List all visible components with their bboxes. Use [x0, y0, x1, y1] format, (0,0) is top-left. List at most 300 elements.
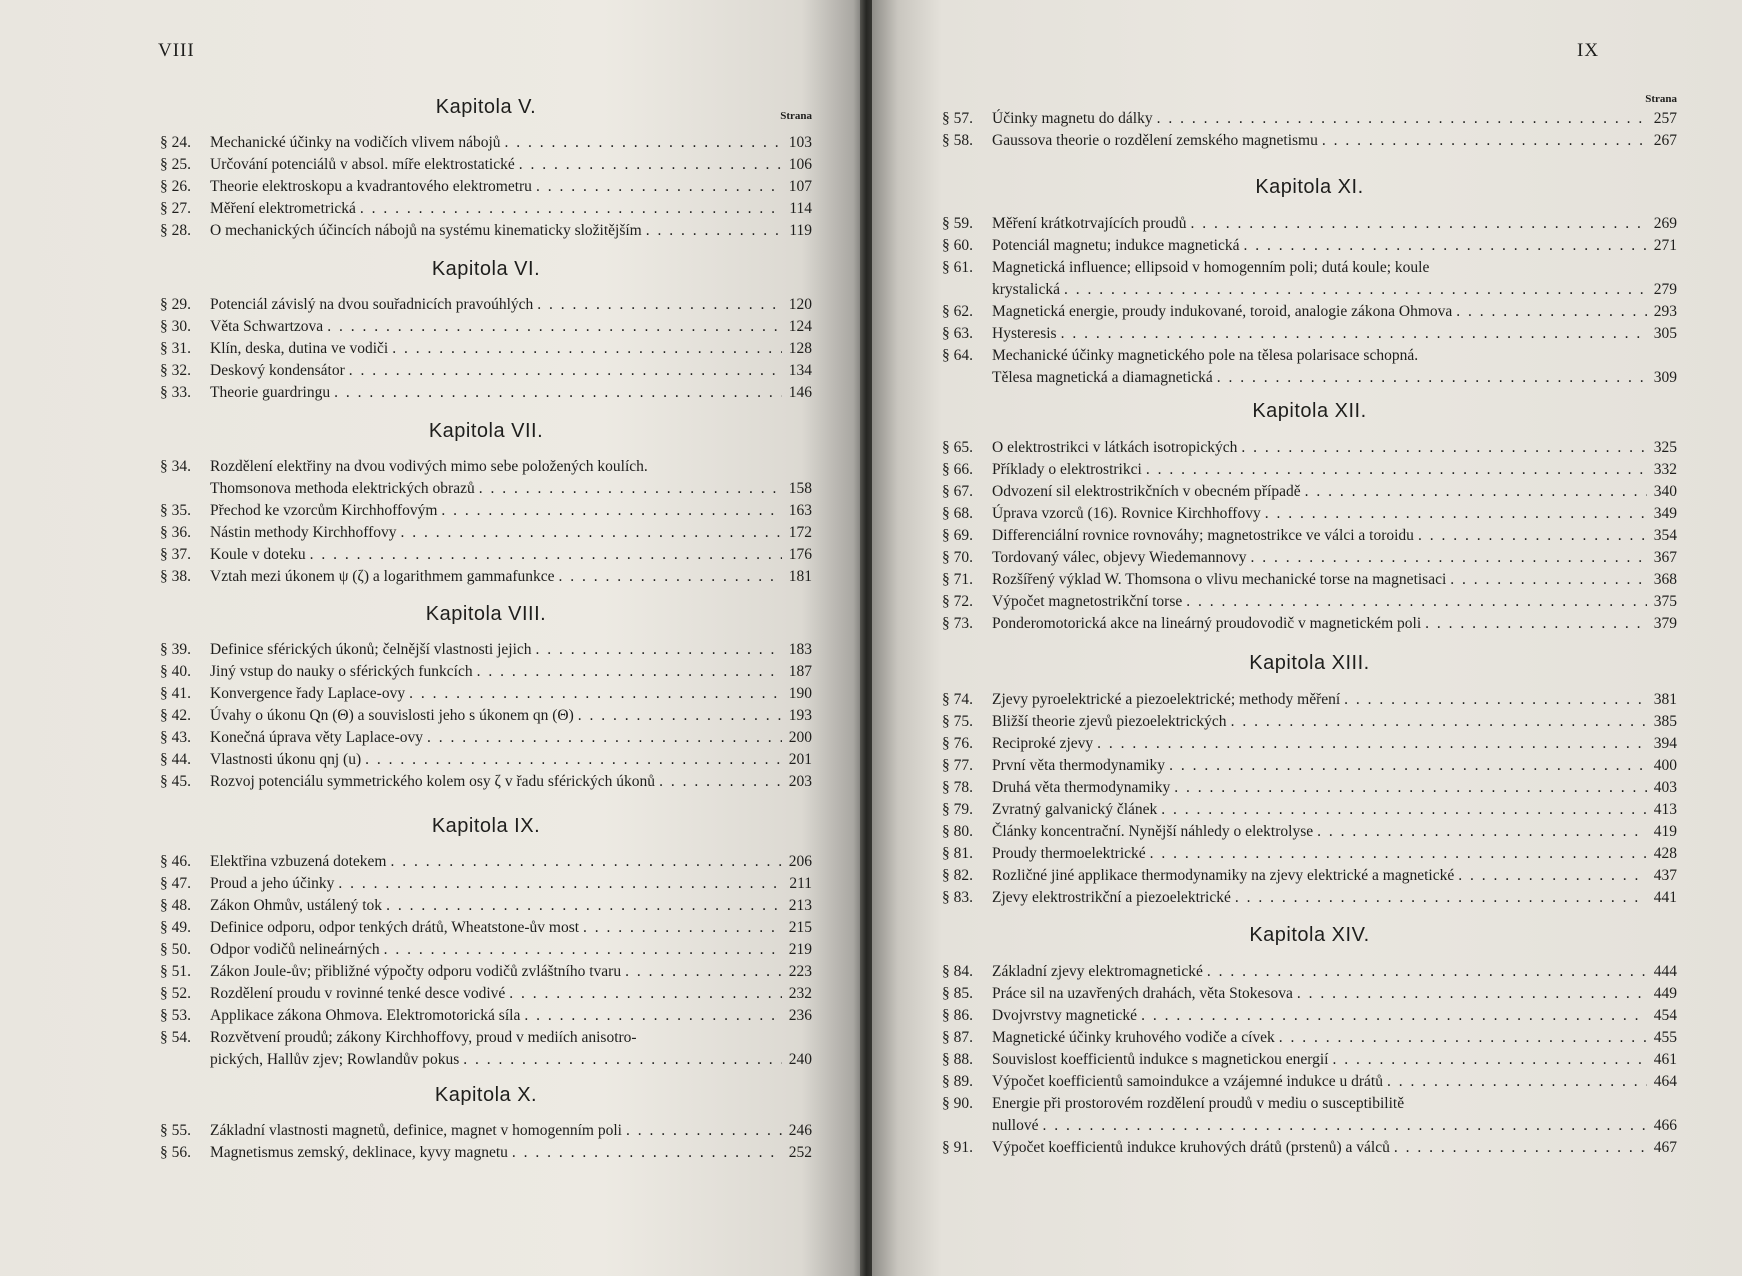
section-title: Určování potenciálů v absol. míře elektrostatické — [210, 156, 515, 173]
page-reference: 215 — [788, 919, 812, 936]
toc-entry — [160, 1142, 812, 1164]
dot-leader — [501, 132, 782, 154]
section-number: § 55. — [160, 1122, 191, 1139]
section-title: Potenciál magnetu; indukce magnetická — [992, 237, 1240, 254]
dot-leader — [386, 851, 782, 873]
chapter-heading: Kapitola VIII. — [425, 603, 547, 625]
toc-entry — [160, 917, 812, 939]
toc-entry — [942, 235, 1677, 257]
page-reference: 146 — [788, 384, 812, 401]
section-title: Differenciální rovnice rovnováhy; magnetostrikce ve válci a toroidu — [992, 527, 1414, 544]
section-number: § 45. — [160, 773, 191, 790]
page-reference: 211 — [789, 875, 812, 892]
dot-leader — [1165, 755, 1647, 777]
toc-entry — [942, 799, 1677, 821]
section-title: Thomsonova methoda elektrických obrazů — [210, 480, 475, 497]
page-reference: 203 — [788, 773, 812, 790]
section-number: § 64. — [942, 347, 973, 364]
section-number: § 42. — [160, 707, 191, 724]
section-number: § 60. — [942, 237, 973, 254]
page-reference: 252 — [788, 1144, 812, 1161]
page-reference: 103 — [788, 134, 812, 151]
section-title: Věta Schwartzova — [210, 318, 324, 335]
section-title: Dvojvrstvy magnetické — [992, 1007, 1138, 1024]
section-number: § 47. — [160, 875, 191, 892]
toc-entry — [942, 1093, 1677, 1137]
dot-leader — [330, 382, 782, 404]
page-reference: 293 — [1653, 303, 1677, 320]
page-reference: 354 — [1653, 527, 1677, 544]
toc-entry — [160, 220, 812, 242]
dot-leader — [459, 1049, 782, 1071]
toc-entry — [942, 689, 1677, 711]
toc-entry — [160, 1120, 812, 1142]
dot-leader — [642, 220, 782, 242]
page-reference: 403 — [1653, 779, 1677, 796]
dot-leader — [388, 338, 782, 360]
section-title: Úvahy o úkonu Qn (Θ) a souvislosti jeho s úkonem qn (Θ) — [210, 707, 574, 724]
section-title: Zvratný galvanický článek — [992, 801, 1158, 818]
chapter-heading: Kapitola XI. — [1255, 176, 1364, 198]
section-title: Deskový kondensátor — [210, 362, 345, 379]
section-number: § 48. — [160, 897, 191, 914]
page-reference: 183 — [788, 641, 812, 658]
page-reference: 464 — [1653, 1073, 1677, 1090]
toc-entry — [942, 843, 1677, 865]
section-number: § 70. — [942, 549, 973, 566]
dot-leader — [1275, 1027, 1647, 1049]
dot-leader — [1247, 547, 1647, 569]
toc-entry — [942, 481, 1677, 503]
section-number: § 41. — [160, 685, 191, 702]
section-title: Rozšířený výklad W. Thomsona o vlivu mechanické torse na magnetisaci — [992, 571, 1447, 588]
page-reference: 172 — [788, 524, 812, 541]
section-number: § 31. — [160, 340, 191, 357]
chapter-heading: Kapitola VI. — [431, 258, 541, 280]
page-reference: 219 — [788, 941, 812, 958]
toc-entry — [160, 198, 812, 220]
strana-label: Strana — [1645, 93, 1677, 105]
toc-entry — [160, 132, 812, 154]
page-reference: 181 — [788, 568, 812, 585]
page-reference: 455 — [1653, 1029, 1677, 1046]
toc-entry — [160, 961, 812, 983]
section-title: Konečná úprava věty Laplace-ovy — [210, 729, 424, 746]
dot-leader — [574, 705, 782, 727]
section-number: § 37. — [160, 546, 191, 563]
dot-leader — [1240, 235, 1648, 257]
section-title: Základní vlastnosti magnetů, definice, magnet v homogenním poli — [210, 1122, 622, 1139]
page-reference: 158 — [788, 480, 812, 497]
dot-leader — [382, 895, 782, 917]
dot-leader — [508, 1142, 782, 1164]
section-title: Výpočet magnetostrikční torse — [992, 593, 1183, 610]
dot-leader — [473, 661, 782, 683]
section-number: § 57. — [942, 110, 973, 127]
toc-entry — [942, 257, 1677, 301]
section-title: Theorie guardringu — [210, 384, 331, 401]
section-title: Mechanické účinky magnetického pole na tělesa polarisace schopná. — [992, 347, 1419, 364]
section-title: Rozdělení elektřiny na dvou vodivých mimo sebe položených koulích. — [210, 458, 648, 475]
dot-leader — [622, 1120, 782, 1142]
toc-entry — [942, 1027, 1677, 1049]
toc-entry — [160, 338, 812, 360]
toc-entry — [160, 522, 812, 544]
toc-entry — [942, 213, 1677, 235]
dot-leader — [1187, 213, 1647, 235]
section-title: Elektřina vzbuzená dotekem — [210, 853, 387, 870]
toc-entry — [942, 323, 1677, 345]
section-title: Rozličné jiné applikace thermodynamiky na zjevy elektrické a magnetické — [992, 867, 1455, 884]
page-reference: 119 — [789, 222, 812, 239]
dot-leader — [1093, 733, 1647, 755]
toc-entry — [942, 755, 1677, 777]
strana-label: Strana — [780, 110, 812, 122]
section-title: Bližší theorie zjevů piezoelektrických — [992, 713, 1227, 730]
page-reference: 201 — [788, 751, 812, 768]
section-title: Ponderomotorická akce na lineárný proudovodič v magnetickém poli — [992, 615, 1422, 632]
page-reference: 176 — [788, 546, 812, 563]
section-number: § 80. — [942, 823, 973, 840]
toc-entry — [160, 294, 812, 316]
page-reference: 267 — [1653, 132, 1677, 149]
toc-entry — [942, 777, 1677, 799]
toc-entry — [942, 1005, 1677, 1027]
dot-leader — [1318, 130, 1647, 152]
section-title: Souvislost koefficientů indukce s magnetickou energií — [992, 1051, 1329, 1068]
section-title: Applikace zákona Ohmova. Elektromotorická síla — [210, 1007, 521, 1024]
page-reference: 246 — [788, 1122, 812, 1139]
section-title: Energie při prostorovém rozdělení proudů v mediu o susceptibilitě — [992, 1095, 1405, 1112]
section-title: Koule v doteku — [210, 546, 306, 563]
toc-entry — [160, 360, 812, 382]
dot-leader — [1153, 108, 1647, 130]
section-number: § 84. — [942, 963, 973, 980]
dot-leader — [1421, 613, 1647, 635]
dot-leader — [356, 198, 782, 220]
section-title: Nástin methody Kirchhoffovy — [210, 524, 397, 541]
section-title: Rozvoj potenciálu symmetrického kolem osy ζ v řadu sférických úkonů — [210, 773, 656, 790]
section-title: Tělesa magnetická a diamagnetická — [992, 369, 1213, 386]
page-reference: 466 — [1653, 1117, 1677, 1134]
dot-leader — [380, 939, 782, 961]
section-number: § 56. — [160, 1144, 191, 1161]
dot-leader — [1452, 301, 1647, 323]
toc-entry — [942, 345, 1677, 389]
page-reference: 400 — [1653, 757, 1677, 774]
toc-entry — [942, 887, 1677, 909]
section-title: nullové — [992, 1117, 1039, 1134]
toc-entry — [160, 316, 812, 338]
toc-entry — [160, 544, 812, 566]
page-reference: 279 — [1653, 281, 1677, 298]
toc-entry — [942, 733, 1677, 755]
section-title: Vlastnosti úkonu qnj (u) — [210, 751, 362, 768]
toc-entry — [942, 1049, 1677, 1071]
toc-entry — [942, 130, 1677, 152]
section-number: § 46. — [160, 853, 191, 870]
section-title: Magnetická influence; ellipsoid v homogenním poli; dutá koule; koule — [992, 259, 1430, 276]
section-number: § 59. — [942, 215, 973, 232]
section-title: Definice sférických úkonů; čelnější vlastnosti jejich — [210, 641, 532, 658]
toc-entry — [160, 639, 812, 661]
section-number: § 58. — [942, 132, 973, 149]
toc-entry — [160, 382, 812, 404]
page-reference: 232 — [788, 985, 812, 1002]
dot-leader — [1313, 821, 1647, 843]
toc-entry — [942, 613, 1677, 635]
page-reference: 368 — [1653, 571, 1677, 588]
section-number: § 75. — [942, 713, 973, 730]
toc-entry — [160, 566, 812, 588]
section-number: § 91. — [942, 1139, 973, 1156]
dot-leader — [1329, 1049, 1648, 1071]
page-reference: 190 — [788, 685, 812, 702]
page-reference: 236 — [788, 1007, 812, 1024]
dot-leader — [579, 917, 782, 939]
toc-entry — [942, 1071, 1677, 1093]
section-number: § 54. — [160, 1029, 191, 1046]
section-number: § 52. — [160, 985, 191, 1002]
section-number: § 76. — [942, 735, 973, 752]
toc-entry — [942, 821, 1677, 843]
section-number: § 28. — [160, 222, 191, 239]
page-reference: 124 — [788, 318, 812, 335]
dot-leader — [1057, 323, 1647, 345]
section-title: Tordovaný válec, objevy Wiedemannovy — [992, 549, 1247, 566]
chapter-heading: Kapitola XIV. — [1249, 924, 1370, 946]
section-title: Výpočet koefficientů samoindukce a vzájemné indukce u drátů — [992, 1073, 1383, 1090]
section-title: Odpor vodičů nelineárných — [210, 941, 380, 958]
page-reference: 128 — [788, 340, 812, 357]
page-reference: 193 — [788, 707, 812, 724]
toc-entry — [942, 1137, 1677, 1159]
section-number: § 69. — [942, 527, 973, 544]
page-reference: 187 — [788, 663, 812, 680]
section-number: § 40. — [160, 663, 191, 680]
page-reference: 257 — [1653, 110, 1677, 127]
page-reference: 134 — [788, 362, 812, 379]
page-reference: 428 — [1653, 845, 1677, 862]
dot-leader — [655, 771, 782, 793]
toc-entry — [160, 939, 812, 961]
dot-leader — [1146, 843, 1647, 865]
dot-leader — [1060, 279, 1647, 301]
page-reference: 381 — [1653, 691, 1677, 708]
page-reference: 114 — [789, 200, 812, 217]
page-reference: 107 — [788, 178, 812, 195]
page-reference: 413 — [1653, 801, 1677, 818]
toc-entry — [160, 456, 812, 500]
dot-leader — [437, 500, 782, 522]
dot-leader — [505, 983, 782, 1005]
section-title: Klín, deska, dutina ve vodiči — [210, 340, 389, 357]
page-reference: 163 — [788, 502, 812, 519]
section-number: § 67. — [942, 483, 973, 500]
section-number: § 68. — [942, 505, 973, 522]
toc-entry — [160, 749, 812, 771]
dot-leader — [334, 873, 782, 895]
toc-entry — [942, 569, 1677, 591]
section-title: Měření elektrometrická — [210, 200, 356, 217]
dot-leader — [306, 544, 782, 566]
section-title: Zákon Joule-ův; přibližné výpočty odporu vodičů zvláštního tvaru — [210, 963, 622, 980]
section-number: § 74. — [942, 691, 973, 708]
section-number: § 50. — [160, 941, 191, 958]
section-number: § 65. — [942, 439, 973, 456]
toc-entry — [942, 503, 1677, 525]
dot-leader — [532, 176, 782, 198]
toc-entry — [942, 865, 1677, 887]
page-reference: 437 — [1653, 867, 1677, 884]
page-reference: 419 — [1653, 823, 1677, 840]
left-page — [0, 0, 862, 1276]
dot-leader — [1157, 799, 1647, 821]
page-reference: 206 — [788, 853, 812, 870]
chapter-heading: Kapitola IX. — [431, 815, 541, 837]
page-number: VIII — [158, 40, 195, 61]
section-title: Gaussova theorie o rozdělení zemského magnetismu — [992, 132, 1318, 149]
section-title: Jiný vstup do nauky o sférických funkcích — [210, 663, 473, 680]
page-reference: 379 — [1653, 615, 1677, 632]
page-reference: 271 — [1653, 237, 1677, 254]
section-number: § 44. — [160, 751, 191, 768]
toc-entry — [160, 727, 812, 749]
right-page — [872, 0, 1742, 1276]
section-title: Úprava vzorců (16). Rovnice Kirchhoffovy — [992, 505, 1261, 522]
section-title: Výpočet koefficientů indukce kruhových drátů (prstenů) a válců — [992, 1139, 1390, 1156]
section-number: § 34. — [160, 458, 191, 475]
section-number: § 51. — [160, 963, 191, 980]
section-number: § 53. — [160, 1007, 191, 1024]
section-title: Theorie elektroskopu a kvadrantového elektrometru — [210, 178, 532, 195]
toc-entry — [942, 961, 1677, 983]
section-title: Měření krátkotrvajících proudů — [992, 215, 1187, 232]
section-title: krystalická — [992, 281, 1061, 298]
dot-leader — [323, 316, 782, 338]
chapter-heading: Kapitola V. — [435, 96, 537, 118]
page-reference: 461 — [1653, 1051, 1677, 1068]
section-title: Příklady o elektrostrikci — [992, 461, 1142, 478]
section-title: Zjevy pyroelektrické a piezoelektrické; methody měření — [992, 691, 1341, 708]
toc-entry — [160, 154, 812, 176]
toc-entry — [942, 983, 1677, 1005]
section-number: § 35. — [160, 502, 191, 519]
section-number: § 82. — [942, 867, 973, 884]
toc-entry — [160, 176, 812, 198]
section-number: § 87. — [942, 1029, 973, 1046]
page-reference: 385 — [1653, 713, 1677, 730]
dot-leader — [405, 683, 782, 705]
dot-leader — [361, 749, 782, 771]
section-number: § 32. — [160, 362, 191, 379]
section-number: § 39. — [160, 641, 191, 658]
dot-leader — [515, 154, 782, 176]
toc-entry — [942, 591, 1677, 613]
dot-leader — [1182, 591, 1647, 613]
section-title: Zákon Ohmův, ustálený tok — [210, 897, 383, 914]
dot-leader — [1231, 887, 1647, 909]
section-title: Magnetismus zemský, deklinace, kyvy magnetu — [210, 1144, 508, 1161]
section-number: § 79. — [942, 801, 973, 818]
toc-entry — [942, 108, 1677, 130]
dot-leader — [1414, 525, 1647, 547]
toc-entry — [942, 301, 1677, 323]
dot-leader — [1383, 1071, 1647, 1093]
section-title: Rozvětvení proudů; zákony Kirchhoffovy, proud v mediích anisotro- — [210, 1029, 637, 1046]
toc-entry — [942, 547, 1677, 569]
page-reference: 240 — [788, 1051, 812, 1068]
section-number: § 63. — [942, 325, 973, 342]
section-title: Základní zjevy elektromagnetické — [992, 963, 1203, 980]
page-reference: 375 — [1653, 593, 1677, 610]
dot-leader — [1170, 777, 1647, 799]
section-number: § 85. — [942, 985, 973, 1002]
dot-leader — [1446, 569, 1647, 591]
dot-leader — [1261, 503, 1647, 525]
section-number: § 36. — [160, 524, 191, 541]
page-reference: 200 — [788, 729, 812, 746]
toc-entry — [160, 1005, 812, 1027]
section-title: Přechod ke vzorcům Kirchhoffovým — [210, 502, 438, 519]
page-reference: 349 — [1653, 505, 1677, 522]
chapter-heading: Kapitola XII. — [1252, 400, 1367, 422]
section-title: Rozdělení proudu v rovinné tenké desce vodivé — [210, 985, 506, 1002]
section-title: pických, Hallův zjev; Rowlandův pokus — [210, 1051, 460, 1068]
page-reference: 444 — [1653, 963, 1677, 980]
toc-entry — [160, 705, 812, 727]
section-title: Proud a jeho účinky — [210, 875, 335, 892]
dot-leader — [1454, 865, 1647, 887]
section-title: První věta thermodynamiky — [992, 757, 1166, 774]
section-title: Definice odporu, odpor tenkých drátů, Wheatstone-ův most — [210, 919, 580, 936]
dot-leader — [423, 727, 782, 749]
section-title: Druhá věta thermodynamiky — [992, 779, 1171, 796]
dot-leader — [555, 566, 782, 588]
chapter-heading: Kapitola VII. — [428, 420, 544, 442]
section-title: O elektrostrikci v látkách isotropických — [992, 439, 1238, 456]
page-reference: 467 — [1653, 1139, 1677, 1156]
section-number: § 24. — [160, 134, 191, 151]
section-title: Hysteresis — [992, 325, 1057, 342]
section-number: § 72. — [942, 593, 973, 610]
page-reference: 269 — [1653, 215, 1677, 232]
section-title: Odvození sil elektrostrikčních v obecném případě — [992, 483, 1301, 500]
toc-entry — [160, 661, 812, 683]
section-number: § 90. — [942, 1095, 973, 1112]
toc-entry — [160, 500, 812, 522]
toc-entry — [160, 771, 812, 793]
section-number: § 26. — [160, 178, 191, 195]
section-title: Mechanické účinky na vodičích vlivem nábojů — [210, 134, 501, 151]
section-title: Magnetické účinky kruhového vodiče a cívek — [992, 1029, 1275, 1046]
dot-leader — [397, 522, 782, 544]
section-number: § 78. — [942, 779, 973, 796]
dot-leader — [1142, 459, 1647, 481]
dot-leader — [1390, 1137, 1647, 1159]
dot-leader — [1227, 711, 1647, 733]
chapter-heading: Kapitola X. — [434, 1084, 538, 1106]
toc-entry — [160, 1027, 812, 1071]
section-number: § 89. — [942, 1073, 973, 1090]
page-reference: 441 — [1653, 889, 1677, 906]
section-title: Zjevy elektrostrikční a piezoelektrické — [992, 889, 1231, 906]
section-number: § 30. — [160, 318, 191, 335]
section-number: § 49. — [160, 919, 191, 936]
section-number: § 88. — [942, 1051, 973, 1068]
section-number: § 66. — [942, 461, 973, 478]
toc-entry — [942, 437, 1677, 459]
